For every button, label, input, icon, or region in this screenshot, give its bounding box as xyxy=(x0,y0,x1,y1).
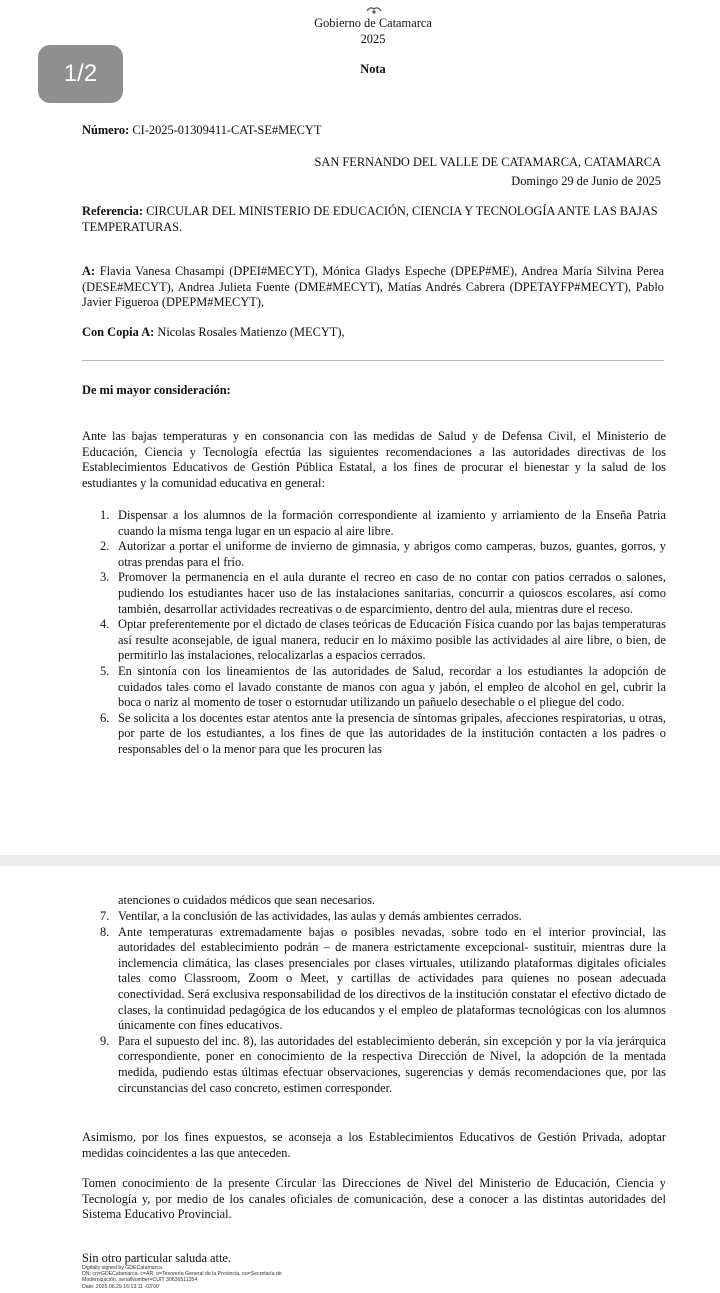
list-item: 5. En sintonía con los lineamientos de las autoridades de Salud, recordar a los estudiantes la adopción de cuidados tales como el lavado constante de manos con agua y jabón, el empleo de alcohol en gel, cubrir la boca o nariz al momento de toser o estornudar utilizando un pañuelo desechable o el pliegue del codo. xyxy=(100,663,666,710)
number-label: Número: xyxy=(82,123,130,137)
copy-to-label: Con Copia A: xyxy=(82,325,155,339)
list-item: 6. Se solicita a los docentes estar atentos ante la presencia de síntomas gripales, afecciones respiratorias, u otras, por parte de los estudiantes, a los fines de que las autoridades de la institución contacten a los padres o responsables del o la menor para que les procuren las xyxy=(100,710,666,756)
recommendations-list xyxy=(82,508,666,758)
recipients-label: A: xyxy=(82,264,96,278)
item-6-continuation: atenciones o cuidados médicos que sean necesarios. xyxy=(118,893,376,907)
recipients-value: Flavia Vanesa Chasampi (DPEI#MECYT), Mónica Gladys Espeche (DPEP#ME), Andrea María Silvina Perea (DESE#MECYT), Andrea Julieta Fuente (DME#MECYT), Matías Andrés Cabrera (DPETAYFP#MECYT), Pablo Javier Figueroa (DPEPM#MECYT), xyxy=(82,264,664,310)
list-item: 7. Ventilar, a la conclusión de las actividades, las aulas y demás ambientes cerrados. xyxy=(100,909,522,923)
page-indicator-badge: 1/2 xyxy=(38,45,123,103)
header-year: 2025 xyxy=(360,32,386,46)
list-item: 3. Promover la permanencia en el aula durante el recreo en caso de no contar con patios cerrados o salones, pudiendo los estudiantes hacer uso de las instalaciones sanitarias, concurrir a quioscos escolares, así como también, desarrollar actividades recreativas o de esparcimiento, dentro del aula, mientras dure el receso. xyxy=(100,570,666,616)
document-type: Nota xyxy=(360,62,386,76)
document-number xyxy=(82,123,321,139)
copy-to xyxy=(82,325,345,341)
reference-value: CIRCULAR DEL MINISTERIO DE EDUCACIÓN, CIENCIA Y TECNOLOGÍA ANTE LAS BAJAS TEMPERATURAS. xyxy=(82,204,658,234)
recommendations-list-continued xyxy=(82,909,666,1096)
list-item: 9. Para el supuesto del inc. 8), las autoridades del establecimiento deberán, sin excepción y por la vía jerárquica correspondiente, poner en conocimiento de la respectiva Dirección de Nivel, la adopción de la mentada medida, pudiendo estas últimas efectuar observaciones, sugerencias y demás recomendaciones que, por las circunstancias del caso concreto, estimen corresponder. xyxy=(100,1033,666,1095)
salutation: De mi mayor consideración: xyxy=(82,383,231,397)
number-value: CI-2025-01309411-CAT-SE#MECYT xyxy=(132,123,322,137)
document-page-2 xyxy=(0,866,720,1293)
divider xyxy=(82,360,664,361)
recipients xyxy=(82,264,664,311)
copy-to-value: Nicolas Rosales Matienzo (MECYT), xyxy=(157,325,345,339)
date: Domingo 29 de Junio de 2025 xyxy=(511,174,661,188)
page-separator xyxy=(0,855,720,866)
list-item: 1. Dispensar a los alumnos de la formación correspondiente al izamiento y arriamiento de la Enseña Patria cuando la misma tenga lugar en un espacio al aire libre. xyxy=(100,508,666,538)
list-item: 2. Autorizar a portar el uniforme de invierno de gimnasia, y abrigos como camperas, buzos, guantes, gorros, y otras prendas para el frío. xyxy=(100,539,666,569)
closing: Sin otro particular saluda atte. xyxy=(82,1251,231,1265)
header-org: Gobierno de Catamarca xyxy=(314,16,432,30)
reference xyxy=(82,204,664,235)
place: SAN FERNANDO DEL VALLE DE CATAMARCA, CATAMARCA xyxy=(314,155,661,169)
intro-paragraph: Ante las bajas temperaturas y en consonancia con las medidas de Salud y de Defensa Civil, el Ministerio de Educación, Ciencia y Tecnología efectúa las siguientes recomendaciones a las autoridades directivas de los Establecimientos Educativos de Gestión Pública Estatal, a los fines de procurar el bienestar y la salud de los estudiantes y la comunidad educativa en general: xyxy=(82,429,666,490)
digital-signature: Digitally signed by GDECatamarca DN: cn=GDECatamarca, c=AR, o=Tesorería General de la Provincia, ou=Secretaría de Modernización, serialNumber=CUIT 30636511354 Date: 2025.06.29 16:13:11 -03'00' xyxy=(82,1265,282,1290)
coat-of-arms-icon xyxy=(364,4,384,16)
reference-label: Referencia: xyxy=(82,204,144,218)
paragraph-tomen: Tomen conocimiento de la presente Circular las Direcciones de Nivel del Ministerio de Educación, Ciencia y Tecnología y, por medio de los canales oficiales de comunicación, dese a conocer a las distintas autoridades del Sistema Educativo Provincial. xyxy=(82,1176,666,1222)
paragraph-asimismo: Asimismo, por los fines expuestos, se aconseja a los Establecimientos Educativos de Gestión Privada, adoptar medidas coincidentes a las que anteceden. xyxy=(82,1130,666,1160)
list-item: 4. Optar preferentemente por el dictado de clases teóricas de Educación Física cuando por las bajas temperaturas así resulte aconsejable, de igual manera, reducir en lo máximo posible las actividades al aire libre, o bien, de permitirlo las instalaciones, relocalizarlas a espacios cerrados. xyxy=(100,617,666,663)
list-item: 8. Ante temperaturas extremadamente bajas o posibles nevadas, sobre todo en el interior provincial, las autoridades del establecimiento podrán – de manera estrictamente excepcional- sustituir, mientras dure la inclemencia climática, las clases presenciales por clases virtuales, utilizando plataformas digitales oficiales tales como Classroom, Zoom o Meet, y cartillas de actividades para quienes no posean adecuada conectividad. Será exclusiva responsabilidad de los directivos de la institución constatar el efectivo dictado de clases, la continuidad pedagógica de los educandos y el empleo de plataformas tecnológicas con los alumnos únicamente con fines educativos. xyxy=(100,924,666,1033)
